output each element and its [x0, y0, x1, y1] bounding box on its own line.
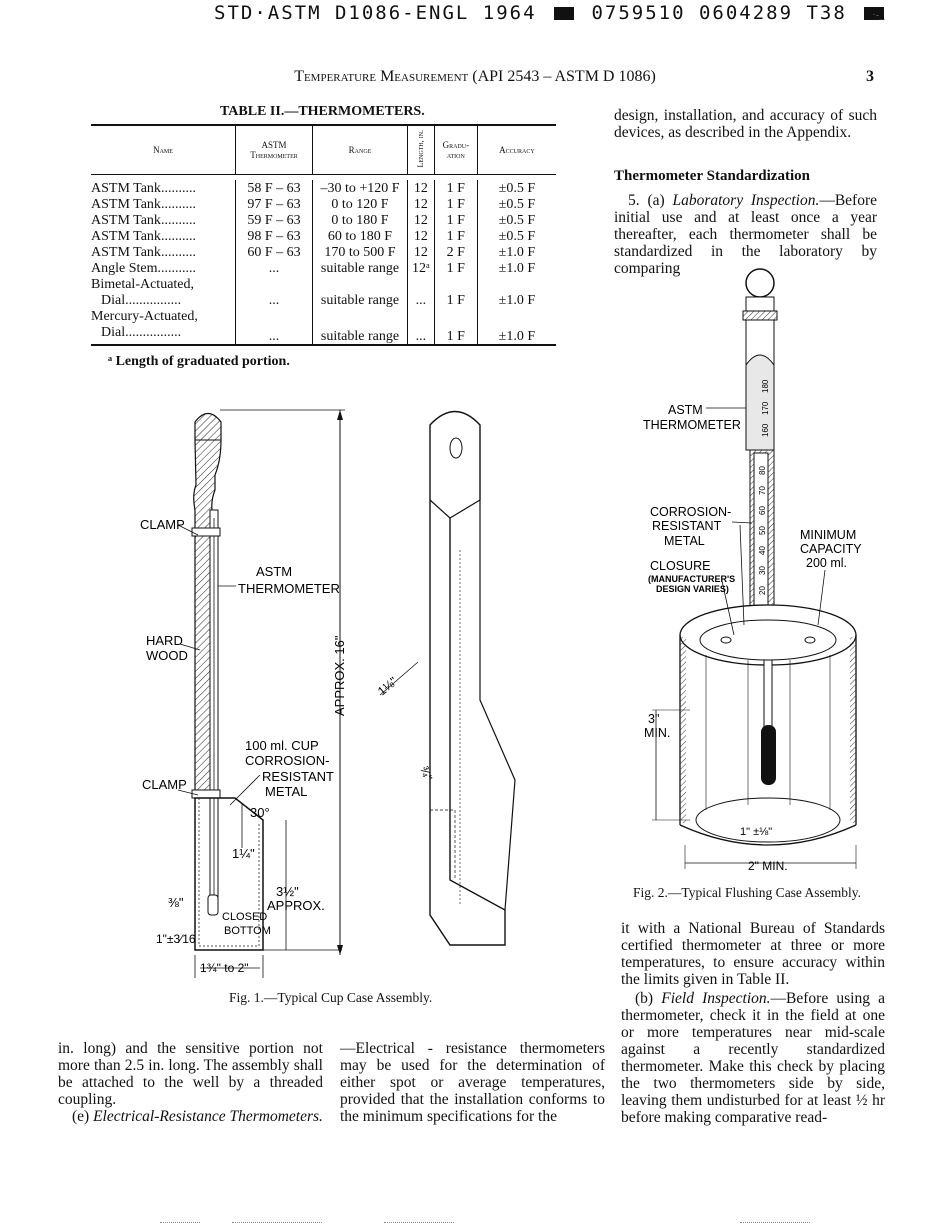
table-row: ASTM Tank.......... 60 F – 63 170 to 500 F 12 2 F ±1.0 F [91, 244, 556, 260]
paragraph-appendix-reference: design, installation, and accuracy of such devices, as described in the Appendix. [614, 107, 877, 141]
document-code-left: STD·ASTM D1086-ENGL 1964 [214, 2, 537, 24]
label-min: MIN. [644, 726, 671, 740]
clamp-bottom [192, 790, 220, 798]
label-closure: CLOSURE [650, 559, 711, 573]
paragraph-left-column [58, 1040, 323, 1125]
table-row: Angle Stem........... ... suitable range 12ᵃ 1 F ±1.0 F [91, 260, 556, 276]
table-row: Dial................ ... suitable range ... 1 F ±1.0 F [91, 292, 556, 308]
label-resistant: RESISTANT [262, 769, 334, 784]
footer-mark [740, 1222, 810, 1224]
label-approx: APPROX. [267, 898, 325, 913]
paragraph-middle-column: —Electrical - resistance thermometers may be used for the determination of either spot or average temperatures, provided that the installation conforms to the minimum specifications for the [340, 1040, 605, 1125]
scale-label: 80 [758, 466, 767, 475]
table-title: TABLE II.—THERMOMETERS. [220, 104, 425, 119]
paragraph-title: Field Inspection. [661, 990, 771, 1007]
label-dim-1: 1"±3⁄16 [156, 932, 196, 946]
document-code-header [214, 2, 847, 24]
label-design-varies: DESIGN VARIES) [656, 584, 729, 594]
running-head-suffix: (API 2543 – ASTM D 1086) [472, 68, 656, 85]
col-header-accuracy: Accuracy [477, 125, 556, 175]
running-head [0, 68, 950, 86]
label-approx-16: APPROX. 16" [332, 635, 347, 716]
label-corrosion: CORROSION- [650, 505, 732, 519]
label-metal: METAL [664, 534, 705, 548]
document-code-right: 0759510 0604289 T38 [591, 2, 847, 24]
label-dim-3-1-2: 3½" [276, 884, 299, 899]
label-astm: ASTM [668, 403, 703, 417]
scale-label: 40 [758, 546, 767, 555]
section-heading: Thermometer Standardization [614, 168, 810, 184]
scale-label: 170 [761, 401, 770, 415]
label-capacity: CAPACITY [800, 542, 862, 556]
col-header-length: Length, in. [408, 125, 435, 175]
table-header-row [91, 125, 556, 175]
paragraph-body: in. long) and the sensitive portion not more than 2.5 in. long. The assembly shall be attached to the well by a threaded coupling. [58, 1040, 323, 1108]
label-bottom: BOTTOM [224, 925, 271, 937]
col-header-astm-thermometer: ASTM Thermometer [236, 125, 313, 175]
footer-mark [160, 1222, 200, 1224]
footer-mark [384, 1222, 454, 1224]
table-row: ASTM Tank.......... 58 F – 63 –30 to +120 F 12 1 F ±0.5 F [91, 180, 556, 196]
clamp-top [192, 528, 220, 536]
scale-label: 160 [761, 423, 770, 437]
page-number: 3 [866, 68, 874, 85]
figure-2-flushing-case [630, 265, 900, 880]
scale-label: 60 [758, 506, 767, 515]
cup-case-side-view [430, 412, 515, 946]
label-metal: METAL [265, 784, 308, 799]
label-2-inch-min: 2" MIN. [748, 859, 788, 873]
label-thermometer: THERMOMETER [643, 418, 741, 432]
label-cup: 100 ml. CUP [245, 738, 319, 753]
thermometer-bulb [761, 725, 776, 785]
scale-label: 70 [758, 486, 767, 495]
paragraph-5b [621, 990, 885, 1126]
paragraph-title: Laboratory Inspection. [672, 192, 820, 209]
corner-mark: ·-_ [872, 9, 885, 21]
redaction-block-icon [554, 7, 574, 20]
label-3-inch: 3" [648, 712, 660, 726]
table-row: Bimetal-Actuated, [91, 276, 556, 292]
col-header-name: Name [91, 125, 236, 175]
label-dim-1-1-4: 1¼" [232, 846, 255, 861]
label-closed: CLOSED [222, 911, 268, 923]
col-header-graduation: Gradu- ation [434, 125, 477, 175]
table-row: Dial................ ... suitable range ... 1 F ±1.0 F [91, 324, 556, 345]
label-dim-1-1-8: 1⅛" [374, 674, 400, 699]
label-manufacturer: (MANUFACTURER'S [648, 574, 736, 584]
table-row: ASTM Tank.......... 98 F – 63 60 to 180 F 12 1 F ±0.5 F [91, 228, 556, 244]
thermometers-table [91, 124, 556, 346]
label-angle: 30° [250, 805, 270, 820]
running-head-title: Temperature Measurement [294, 68, 469, 85]
figure-2-caption: Fig. 2.—Typical Flushing Case Assembly. [633, 885, 862, 900]
label-astm: ASTM [256, 564, 293, 579]
paragraph-number: (b) [635, 990, 654, 1007]
label-clamp-bottom: CLAMP [142, 777, 187, 792]
paragraph-body: —Before initial use and at least once a year thereafter, each thermometer shall be standardized in the laboratory by comparing [614, 192, 877, 277]
table-row: Mercury-Actuated, [91, 308, 556, 324]
footer-mark [232, 1222, 322, 1224]
label-hard: HARD [146, 633, 183, 648]
label-dim-1-3-4: 1¾" to 2" [200, 961, 249, 975]
col-header-range: Range [313, 125, 408, 175]
paragraph-number: (e) [72, 1108, 90, 1125]
scale-label: 30 [758, 566, 767, 575]
label-resistant: RESISTANT [652, 519, 722, 533]
scale-label: 20 [758, 586, 767, 595]
figure-1-cup-case [120, 400, 540, 985]
label-clamp-top: CLAMP [140, 517, 185, 532]
label-corrosion: CORROSION- [245, 753, 330, 768]
label-1-inch: 1" ±⅛" [740, 826, 773, 838]
scale-label: 50 [758, 526, 767, 535]
label-dim-3-4: ¾" [417, 764, 436, 783]
label-minimum: MINIMUM [800, 528, 857, 542]
upper-scale-labels [761, 379, 770, 437]
scale-label: 180 [761, 379, 770, 393]
table-footnote: ᵃ Length of graduated portion. [108, 354, 290, 369]
paragraph-body: —Before using a thermometer, check it in the field at one or more temperatures near mid-scale against a recently standardized thermometer. Make this check by placing the two thermometers side by side, leaving them undisturbed for at least ½ hr before making comparative read- [621, 990, 885, 1126]
label-thermometer: THERMOMETER [238, 581, 340, 596]
figure-1-caption: Fig. 1.—Typical Cup Case Assembly. [229, 990, 433, 1005]
thermometer-bulb [208, 895, 218, 915]
hanging-ring-icon [746, 269, 774, 297]
paragraph-5a-continued: it with a National Bureau of Standards certified thermometer at three or more temperatures, to ensure accuracy within the limits given in Table II. [621, 920, 885, 988]
label-dim-3-8: ⅜" [168, 895, 184, 910]
label-wood: WOOD [146, 648, 188, 663]
table-row: ASTM Tank.......... 97 F – 63 0 to 120 F 12 1 F ±0.5 F [91, 196, 556, 212]
paragraph-number: 5. (a) [628, 192, 665, 209]
table-row: ASTM Tank.......... 59 F – 63 0 to 180 F 12 1 F ±0.5 F [91, 212, 556, 228]
label-200-ml: 200 ml. [806, 556, 847, 570]
paragraph-title: Electrical-Resistance Thermometers. [93, 1108, 323, 1125]
